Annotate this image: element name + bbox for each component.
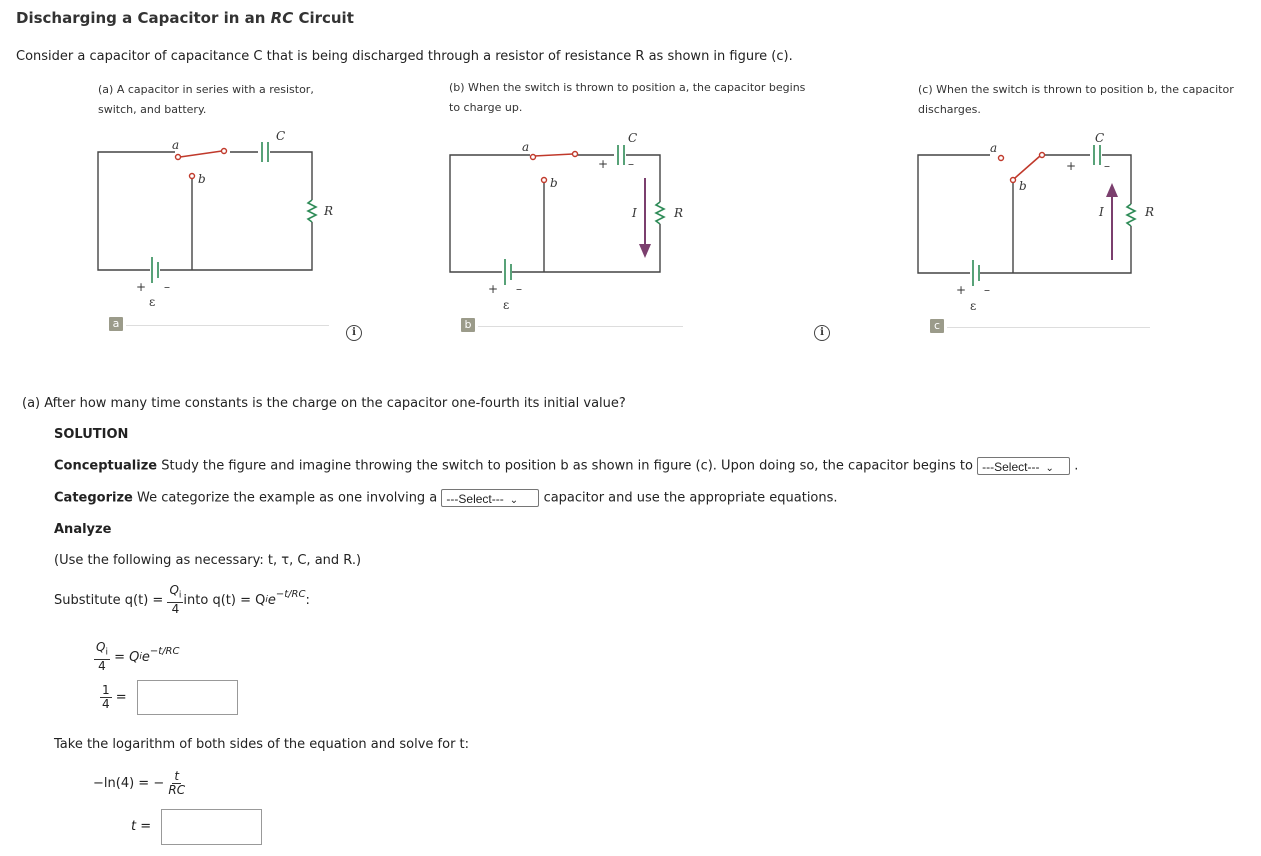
fig-b-plus-batt: + xyxy=(488,282,499,296)
fig-a-label-C: C xyxy=(276,129,286,143)
categorize-label: Categorize xyxy=(54,490,133,506)
analyze-hint: (Use the following as necessary: t, τ, C, and R.) xyxy=(54,553,362,568)
figure-a-divider xyxy=(126,325,329,326)
equation-3: −ln(4) = − $\frac{t}{RC}$ xyxy=(93,769,186,797)
fig-b-label-b: b xyxy=(550,176,558,190)
fig-c-label-R: R xyxy=(1145,205,1155,219)
chevron-down-icon: ⌄ xyxy=(1045,463,1054,474)
answer-box-1[interactable] xyxy=(137,680,238,715)
categorize-after: capacitor and use the appropriate equations. xyxy=(543,490,838,506)
fig-c-label-I: I xyxy=(1099,205,1104,219)
fig-a-emf: ε xyxy=(149,295,156,309)
fig-a-minus: – xyxy=(164,280,170,294)
figure-c-tag: c xyxy=(930,319,944,333)
question-a: (a) After how many time constants is the charge on the capacitor one-fourth its initial value? xyxy=(22,396,626,411)
fig-a-label-R: R xyxy=(324,204,334,218)
circuit-figures xyxy=(0,120,1261,320)
fig-c-plus: + xyxy=(1066,159,1077,173)
conceptualize-label: Conceptualize xyxy=(54,458,158,474)
figure-b-divider xyxy=(478,326,683,327)
circuit-a xyxy=(98,142,316,283)
figure-c-divider xyxy=(947,327,1150,328)
equation-1: $\frac{Q_i}{4}$ = Q i e $^{-t/RC}$ xyxy=(96,640,180,674)
fig-b-label-I: I xyxy=(632,206,637,220)
fig-c-minus-batt: – xyxy=(984,283,990,297)
fig-c-label-C: C xyxy=(1095,131,1105,145)
categorize-row xyxy=(54,489,838,507)
answer-box-2[interactable] xyxy=(161,809,262,845)
figure-b-info-icon[interactable]: i xyxy=(814,325,830,341)
conceptualize-select[interactable]: ---Select--- ⌄ xyxy=(977,457,1070,475)
equation-4-label: t = xyxy=(131,819,152,834)
substitute-row: Substitute q(t) = $\frac{Q_i}{4}$ into q(t) = Q i e $^{-t/RC}$ : xyxy=(54,583,310,617)
analyze-label: Analyze xyxy=(54,522,112,537)
fig-b-minus-batt: – xyxy=(516,282,522,296)
figure-b-caption: (b) When the switch is thrown to position a, the capacitor begins to charge up. xyxy=(449,81,806,114)
log-instruction: Take the logarithm of both sides of the equation and solve for t: xyxy=(54,737,470,752)
conceptualize-text: Study the figure and imagine throwing the switch to position b as shown in figure (c). Upon doing so, the capacitor begins to xyxy=(157,458,973,474)
categorize-select[interactable]: ---Select--- ⌄ xyxy=(441,489,539,507)
figure-a-caption: (a) A capacitor in series with a resistor, switch, and battery. xyxy=(98,83,314,116)
fig-c-label-b: b xyxy=(1019,179,1027,193)
page-title: Discharging a Capacitor in an RC Circuit xyxy=(16,9,354,27)
equation-2: $\frac{1}{4}$ = xyxy=(102,683,127,711)
fig-b-emf: ε xyxy=(503,298,510,312)
solution-heading: SOLUTION xyxy=(54,427,129,442)
figure-b-tag: b xyxy=(461,318,475,332)
fig-c-plus-batt: + xyxy=(956,283,967,297)
figure-a-tag: a xyxy=(109,317,123,331)
conceptualize-row: Conceptualize Study the figure and imagine throwing the switch to position b as shown in figure (c). Upon doing so, the capacitor begins to ---Select--- ⌄ . xyxy=(54,457,1078,475)
figure-c-caption: (c) When the switch is thrown to position b, the capacitor discharges. xyxy=(918,83,1234,116)
fig-b-label-a: a xyxy=(522,140,530,154)
fig-b-plus: + xyxy=(598,157,609,171)
chevron-down-icon: ⌄ xyxy=(509,495,519,506)
fig-a-label-a: a xyxy=(172,138,180,152)
categorize-text: We categorize the example as one involving a xyxy=(132,490,438,506)
fig-c-label-a: a xyxy=(990,141,998,155)
fig-a-label-b: b xyxy=(198,172,206,186)
figure-a-info-icon[interactable]: i xyxy=(346,325,362,341)
intro-text: Consider a capacitor of capacitance C that is being discharged through a resistor of resistance R as shown in figure (c). xyxy=(16,49,793,64)
fig-b-label-C: C xyxy=(628,131,638,145)
fig-b-label-R: R xyxy=(674,206,684,220)
fig-c-emf: ε xyxy=(970,299,977,313)
fig-a-plus: + xyxy=(136,280,147,294)
fig-c-minus-cap: – xyxy=(1104,159,1110,173)
fig-b-minus-cap: – xyxy=(628,157,634,171)
